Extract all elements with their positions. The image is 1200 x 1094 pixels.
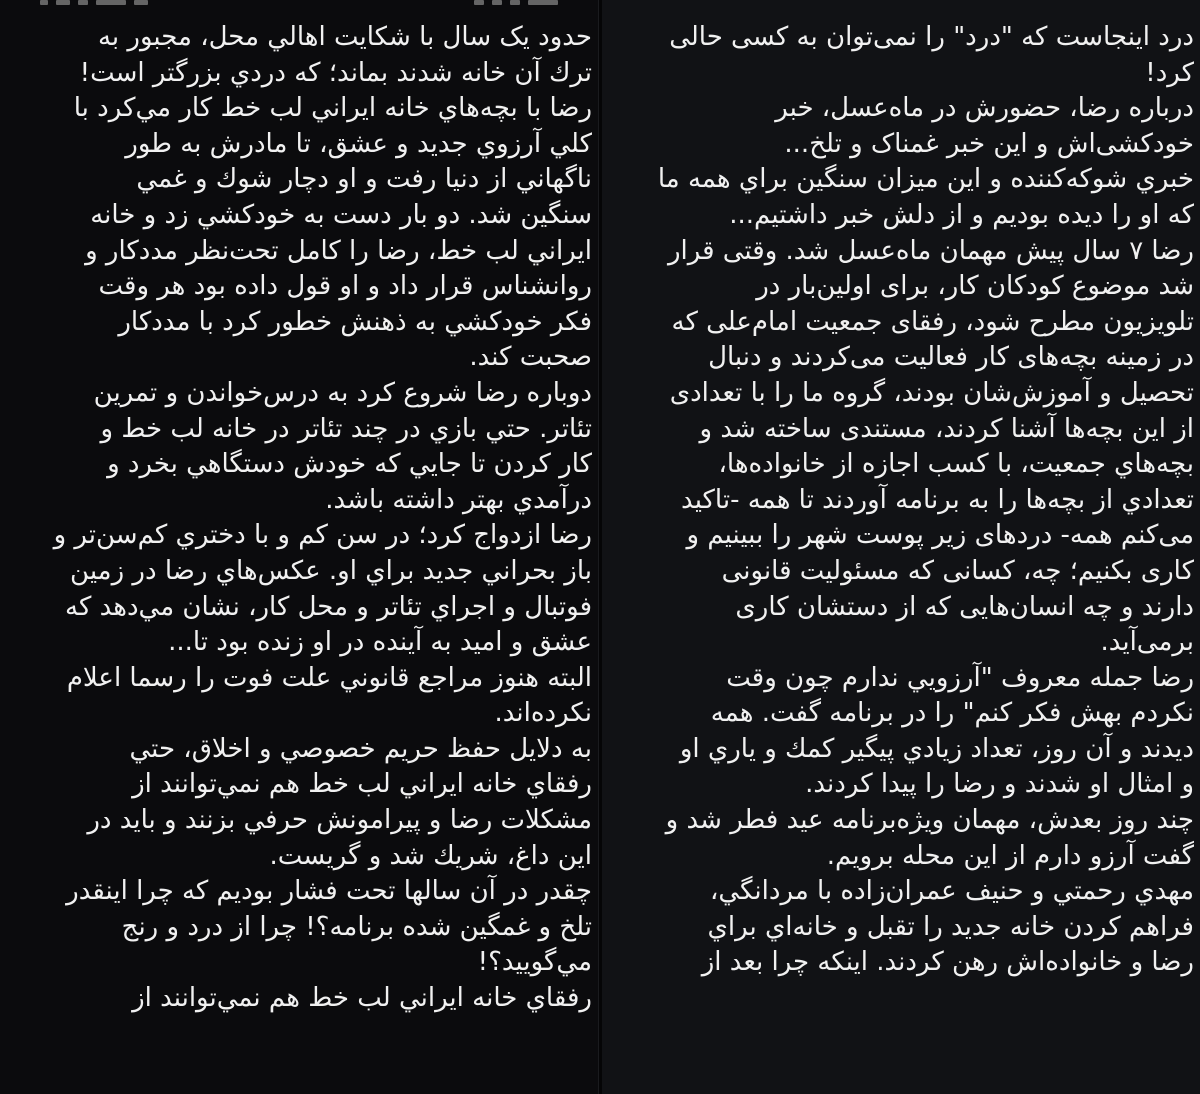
text-line: ناگهاني از دنیا رفت و او دچار شوك و غمي: [136, 164, 592, 195]
text-line: برمی‌آید.: [1100, 627, 1194, 658]
text-line: بچه‌هاي جمعیت، با کسب اجازه از خانواده‌ها،: [718, 449, 1194, 480]
text-line: ترك آن خانه شدند بماند؛ که دردي بزرگتر است!: [79, 57, 592, 88]
text-line: حدود یک سال با شکایت اهالي محل، مجبور به: [97, 22, 592, 52]
left-text-panel: [0, 0, 598, 1094]
text-line: چقدر در آن سالها تحت فشار بودیم که چرا اینقدر: [66, 876, 592, 907]
article-text-left: [10, 20, 592, 1017]
text-line: تحصیل و آموزش‌شان بودند، گروه ما را با تعدادی: [669, 377, 1194, 408]
text-line: درباره رضا، حضورش در ماه‌عسل، خبر: [775, 93, 1194, 124]
status-bar-fragment: [0, 0, 598, 8]
text-line: نکردم بهش فکر کنم" را در برنامه گفت. همه: [710, 698, 1194, 729]
text-line: مشکلات رضا و پیرامونش حرفي بزنند و باید در: [87, 805, 592, 836]
text-line: دارند و چه انسان‌هایی که از دستشان کاری: [735, 591, 1194, 622]
network-icon: [78, 0, 88, 5]
text-line: تلخ و غمگین شده برنامه؟! چرا از درد و رنج: [121, 911, 592, 942]
text-line: روانشناس قرار داد و او قول داده بود هر وقت: [98, 271, 592, 302]
text-line: کرد!: [1145, 57, 1194, 88]
text-line: از این بچه‌ها آشنا کردند، مستندی ساخته شد و: [699, 413, 1194, 444]
text-line: البته هنوز مراجع قانوني علت فوت را رسما اعلام: [66, 662, 592, 693]
status-icon: [492, 0, 502, 5]
text-line: رضا ازدواج کرد؛ در سن کم و با دختري کم‌سن‌تر و: [53, 520, 592, 551]
text-line: می‌کنم همه- دردهای زیر پوست شهر را ببینیم و: [686, 520, 1194, 551]
text-line: مي‌گویید؟!: [477, 947, 592, 978]
text-line: در زمینه بچه‌های کار فعالیت می‌کردند و دنبال: [708, 342, 1194, 373]
text-line: شد موضوع کودکان کار، برای اولین‌بار در: [756, 271, 1194, 302]
signal-icon: [56, 0, 70, 5]
text-line: رضا جمله معروف "آرزويي ندارم چون وقت: [726, 662, 1194, 693]
text-line: رضا با بچه‌هاي خانه ایراني لب خط کار مي‌کرد با: [73, 93, 592, 124]
text-line: که او را دیده بودیم و از دلش خبر داشتیم...: [729, 199, 1194, 230]
text-line: کار کردن تا جایي که خودش دستگاهي بخرد و: [107, 449, 592, 480]
text-line: نکرده‌اند.: [494, 698, 592, 729]
text-line: رضا و خانواده‌اش رهن کردند. اینکه چرا بعد از: [701, 947, 1194, 978]
text-line: تئاتر. حتي بازي در چند تئاتر در خانه لب خط و: [100, 413, 592, 444]
text-line: فکر خودکشي به ذهنش خطور کرد با مددکار: [118, 306, 592, 337]
text-line: چند روز بعدش، مهمان ویژه‌برنامه عید فطر شد و: [665, 805, 1194, 836]
text-line: درآمدي بهتر داشته باشد.: [325, 484, 592, 515]
notification-icon: [134, 0, 148, 5]
text-line: به دلایل حفظ حریم خصوصي و اخلاق، حتي: [129, 733, 592, 764]
text-line-cut-off: رفقاي خانه ایراني لب خط هم نمي‌توانند از: [132, 983, 592, 1014]
status-icon: [510, 0, 520, 5]
text-line: فوتبال و اجراي تئاتر و محل کار، نشان مي‌دهد که: [65, 591, 592, 622]
text-line: سنگین شد. دو بار دست به خودکشي زد و خانه: [90, 199, 592, 230]
text-line: رضا ۷ سال پیش مهمان ماه‌عسل شد. وقتی قرار: [667, 235, 1194, 266]
text-line: تعدادي از بچه‌ها را به برنامه آوردند تا همه -تاکید: [681, 484, 1194, 515]
text-line: دوباره رضا شروع کرد به درس‌خواندن و تمرین: [93, 377, 592, 408]
article-text-right: [610, 20, 1194, 981]
text-line: خبري شوکه‌کننده و این میزان سنگین براي همه ما: [657, 164, 1194, 195]
text-line: عشق و امید به آینده در او زنده بود تا...: [168, 627, 592, 658]
text-line: کاری بکنیم؛ چه، کسانی که مسئولیت قانونی: [721, 555, 1194, 586]
text-line: این داغ، شریك شد و گریست.: [269, 840, 592, 871]
text-line: کلي آرزوي جدید و عشق، تا مادرش به طور: [125, 128, 592, 159]
right-text-panel: [602, 0, 1200, 1094]
text-line: فراهم کردن خانه جدید را تقبل و خانه‌اي براي: [707, 911, 1194, 942]
text-line: رفقاي خانه ایراني لب خط هم نمي‌توانند از: [132, 769, 592, 800]
text-line: ایراني لب خط، رضا را کامل تحت‌نظر مددکار و: [85, 235, 592, 266]
text-line: باز بحراني جدید براي او. عکس‌هاي رضا در زمین: [70, 555, 592, 586]
text-line: خودکشی‌اش و این خبر غمناک و تلخ...: [784, 128, 1194, 159]
data-speed-icon: [96, 0, 126, 5]
text-line: گفت آرزو دارم از این محله برویم.: [826, 840, 1194, 871]
text-line: تلویزیون مطرح شود، رفقای جمعیت امام‌علی که: [671, 306, 1194, 337]
text-line: دیدند و آن روز، تعداد زیادي پیگیر کمك و یاري او: [679, 733, 1194, 764]
text-line: و امثال او شدند و رضا را پیدا کردند.: [805, 769, 1194, 800]
status-icon: [474, 0, 484, 5]
text-line: صحبت کند.: [469, 342, 592, 373]
clock-icon: [528, 0, 558, 5]
sim-icon: [40, 0, 48, 5]
text-line: مهدي رحمتي و حنیف عمران‌زاده با مردانگي،: [710, 876, 1194, 907]
text-line: درد اینجاست که "درد" را نمی‌توان به کسی حالی: [669, 22, 1194, 52]
